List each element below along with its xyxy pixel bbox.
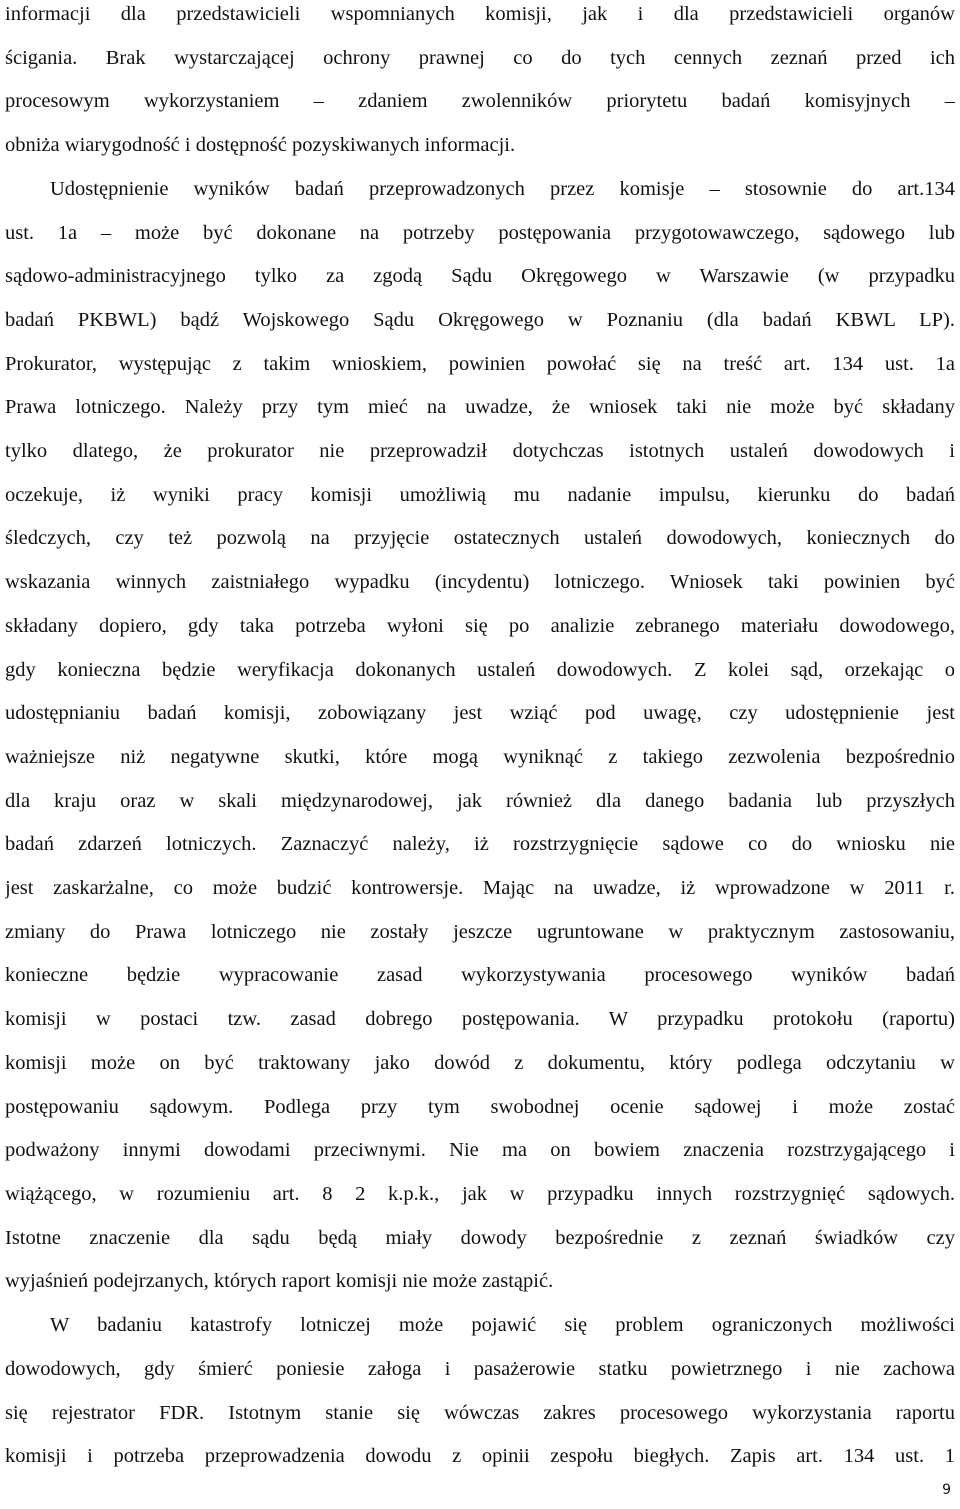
text-line: W badaniu katastrofy lotniczej może pojawić się problem ograniczonych możliwości xyxy=(50,1314,955,1337)
text-line: konieczne będzie wypracowanie zasad wykorzystywania procesowego wyników badań xyxy=(5,964,955,987)
text-line: zmiany do Prawa lotniczego nie zostały jeszcze ugruntowane w praktycznym zastosowaniu, xyxy=(5,920,955,943)
text-line: badań PKBWL) bądź Wojskowego Sądu Okręgowego w Poznaniu (dla badań KBWL LP). xyxy=(5,308,955,331)
text-line: wyjaśnień podejrzanych, których raport komisji nie może zastąpić. xyxy=(5,1270,554,1293)
text-line: tylko dlatego, że prokurator nie przeprowadził dotychczas istotnych ustaleń dowodowych i xyxy=(5,440,955,463)
text-line: udostępnianiu badań komisji, zobowiązany jest wziąć pod uwagę, czy udostępnienie jest xyxy=(5,702,955,725)
paragraph-2 xyxy=(5,168,955,1304)
text-line: sądowo-administracyjnego tylko za zgodą Sądu Okręgowego w Warszawie (w przypadku xyxy=(5,265,955,288)
text-line: wskazania winnych zaistniałego wypadku (incydentu) lotniczego. Wniosek taki powinien być xyxy=(5,571,955,594)
text-line: komisji i potrzeba przeprowadzenia dowodu z opinii zespołu biegłych. Zapis art. 134 ust. 1 xyxy=(5,1445,955,1468)
text-line: informacji dla przedstawicieli wspomnianych komisji, jak i dla przedstawicieli organów xyxy=(5,3,955,25)
text-line: ścigania. Brak wystarczającej ochrony prawnej co do tych cennych zeznań przed ich xyxy=(5,46,955,69)
text-line: ust. 1a – może być dokonane na potrzeby postępowania przygotowawczego, sądowego lub xyxy=(5,221,955,244)
text-line: obniża wiarygodność i dostępność pozyskiwanych informacji. xyxy=(5,134,516,157)
text-line: składany dopiero, gdy taka potrzeba wyłoni się po analizie zebranego materiału dowodowego, xyxy=(5,614,955,637)
text-line: postępowaniu sądowym. Podlega przy tym swobodnej ocenie sądowej i może zostać xyxy=(5,1095,955,1118)
text-line: dla kraju oraz w skali międzynarodowej, jak również dla danego badania lub przyszłych xyxy=(5,789,955,812)
text-line: śledczych, czy też pozwolą na przyjęcie ostatecznych ustaleń dowodowych, koniecznych do xyxy=(5,527,955,550)
text-line: oczekuje, iż wyniki pracy komisji umożliwią mu nadanie impulsu, kierunku do badań xyxy=(5,483,955,506)
paragraph-3 xyxy=(5,1304,955,1479)
text-line: jest zaskarżalne, co może budzić kontrowersje. Mając na uwadze, iż wprowadzone w 2011 r. xyxy=(5,877,955,900)
text-line: wiążącego, w rozumieniu art. 8 2 k.p.k., jak w przypadku innych rozstrzygnięć sądowych. xyxy=(5,1182,955,1205)
text-line: dowodowych, gdy śmierć poniesie załoga i pasażerowie statku powietrznego i nie zachowa xyxy=(5,1357,955,1380)
text-line: się rejestrator FDR. Istotnym stanie się wówczas zakres procesowego wykorzystania raportu xyxy=(5,1401,955,1424)
document-page xyxy=(5,0,955,1479)
text-line: komisji może on być traktowany jako dowód z dokumentu, który podlega odczytaniu w xyxy=(5,1051,955,1074)
text-line: badań zdarzeń lotniczych. Zaznaczyć należy, iż rozstrzygnięcie sądowe co do wniosku nie xyxy=(5,833,955,856)
text-line: komisji w postaci tzw. zasad dobrego postępowania. W przypadku protokołu (raportu) xyxy=(5,1008,955,1031)
text-line: Istotne znaczenie dla sądu będą miały dowody bezpośrednie z zeznań świadków czy xyxy=(5,1226,955,1249)
text-line: Prokurator, występując z takim wnioskiem, powinien powołać się na treść art. 134 ust. 1a xyxy=(5,352,955,375)
text-line: podważony innymi dowodami przeciwnymi. Nie ma on bowiem znaczenia rozstrzygającego i xyxy=(5,1139,955,1162)
page-number: 9 xyxy=(942,1482,951,1498)
text-line: Udostępnienie wyników badań przeprowadzonych przez komisje – stosownie do art.134 xyxy=(50,177,955,200)
text-line: procesowym wykorzystaniem – zdaniem zwolenników priorytetu badań komisyjnych – xyxy=(5,90,955,113)
text-line: gdy konieczna będzie weryfikacja dokonanych ustaleń dowodowych. Z kolei sąd, orzekając o xyxy=(5,658,955,681)
paragraph-1 xyxy=(5,0,955,168)
text-line: ważniejsze niż negatywne skutki, które mogą wyniknąć z takiego zezwolenia bezpośrednio xyxy=(5,745,955,768)
text-line: Prawa lotniczego. Należy przy tym mieć na uwadze, że wniosek taki nie może być składany xyxy=(5,396,955,419)
